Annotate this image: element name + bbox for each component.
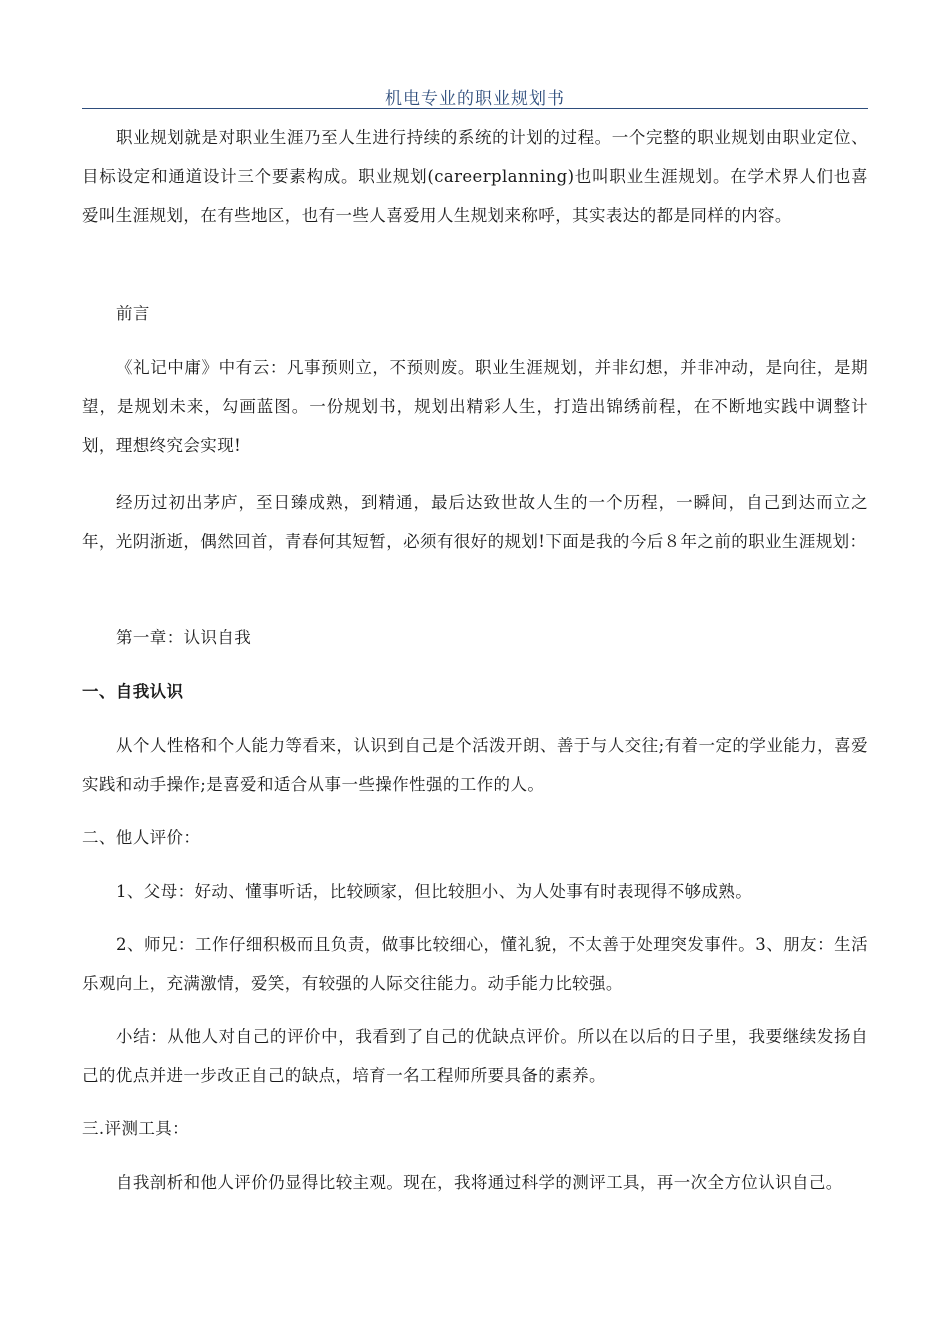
paragraph-self-recognition: 从个人性格和个人能力等看来，认识到自己是个活泼开朗、善于与人交往;有着一定的学业能力，喜爱实践和动手操作;是喜爱和适合从事一些操作性强的工作的人。 [82, 736, 868, 794]
paragraph-summary: 小结：从他人对自己的评价中，我看到了自己的优缺点评价。所以在以后的日子里，我要继续发扬自己的优点并进一步改正自己的缺点，培育一名工程师所要具备的素养。 [82, 1027, 868, 1085]
paragraph-preface: 《礼记中庸》中有云：凡事预则立，不预则废。职业生涯规划，并非幻想，并非冲动，是向往，是期望，是规划未来，勾画蓝图。一份规划书，规划出精彩人生，打造出锦绣前程，在不断地实践中调整计划，理想终究会实现! [82, 358, 868, 455]
paragraph-preface-heading: 前言 [116, 304, 150, 323]
paragraph-seniors-friends: 2、师兄：工作仔细积极而且负责，做事比较细心，懂礼貌，不太善于处理突发事件。3、朋友：生活乐观向上，充满激情，爱笑，有较强的人际交往能力。动手能力比较强。 [82, 935, 868, 993]
paragraph-tools: 自我剖析和他人评价仍显得比较主观。现在，我将通过科学的测评工具，再一次全方位认识自己。 [116, 1173, 843, 1192]
section-heading-others: 二、他人评价： [82, 828, 201, 847]
paragraph-parents: 1、父母：好动、懂事听话，比较顾家，但比较胆小、为人处事有时表现得不够成熟。 [116, 882, 753, 901]
paragraph-intro: 职业规划就是对职业生涯乃至人生进行持续的系统的计划的过程。一个完整的职业规划由职业定位、目标设定和通道设计三个要素构成。职业规划(careerplanning)也叫职业生涯规划。在学术界人们也喜爱叫生涯规划，在有些地区，也有一些人喜爱用人生规划来称呼，其实表达的都是同样的内容。 [82, 128, 868, 225]
page-header-title: 机电专业的职业规划书 [385, 89, 565, 109]
chapter-heading: 第一章：认识自我 [116, 628, 252, 647]
paragraph-experience: 经历过初出茅庐，至日臻成熟，到精通，最后达致世故人生的一个历程，一瞬间，自己到达而立之年，光阴浙逝，偶然回首，青春何其短暂，必须有很好的规划!下面是我的今后８年之前的职业生涯规划： [82, 493, 868, 551]
header-rule [82, 108, 868, 109]
section-heading-self: 一、自我认识 [82, 682, 184, 701]
section-heading-tools: 三.评测工具： [82, 1119, 190, 1138]
